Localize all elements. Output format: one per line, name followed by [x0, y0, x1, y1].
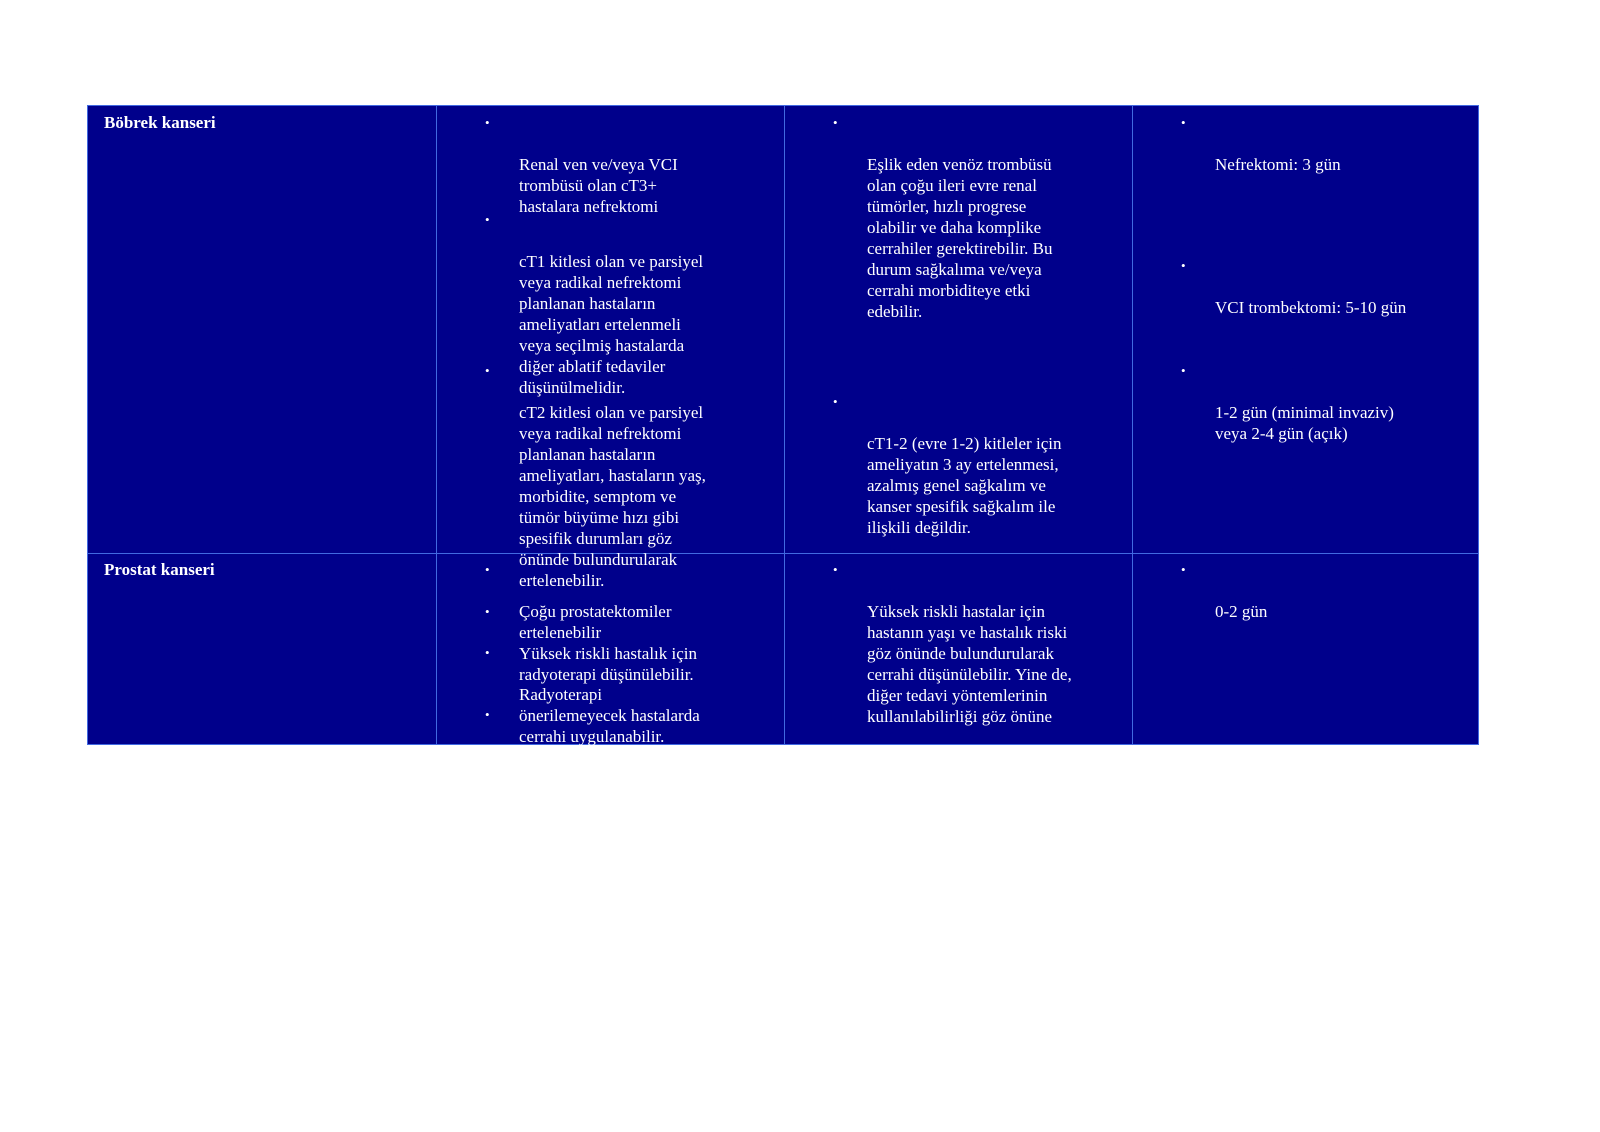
bullet-icon: • [485, 645, 490, 660]
list-item-text: cT1 kitlesi olan ve parsiyel veya radikal nefrektomi planlanan hastaların ameliyatları ertelenmeli veya seçilmiş hastalarda diğer ablatif tedaviler düşünülmelidir. [519, 252, 704, 397]
table-cell-rationale [784, 553, 1132, 744]
table-cell-label [88, 106, 436, 553]
list-item-text: Çoğu prostatektomiler ertelenebilir [519, 602, 672, 642]
list-item-text: Nefrektomi: 3 gün [1215, 155, 1341, 174]
table-cell-duration [1132, 106, 1478, 553]
list-item-text: VCI trombektomi: 5-10 gün [1215, 298, 1407, 317]
bullet-icon: • [485, 212, 490, 227]
bullet-icon: • [485, 562, 490, 577]
list-item-text: 0-2 gün [1215, 602, 1268, 621]
table-row-prostat [88, 553, 1478, 787]
bullet-icon: • [485, 115, 490, 130]
bullet-icon: • [485, 707, 490, 722]
list-item-text: cT1-2 (evre 1-2) kitleler için ameliyatın 3 ay ertelenmesi, azalmış genel sağkalım ve kanser spesifik sağkalım ile ilişkili değildir. [867, 434, 1062, 537]
bullet-icon: • [1181, 258, 1186, 273]
bullet-icon: • [1181, 562, 1186, 577]
list-item [833, 559, 1072, 727]
bullet-icon: • [833, 394, 838, 409]
bullet-icon: • [1181, 363, 1186, 378]
list-item [1181, 255, 1406, 318]
table-cell-recommendation [436, 553, 784, 787]
table-cell-recommendation [436, 106, 784, 590]
bullet-icon: • [833, 115, 838, 130]
list-item-text: Yüksek riskli hastalar için hastanın yaşı ve hastalık riski göz önünde bulundurularak cerrahi düşünülebilir. Yine de, diğer tedavi yöntemlerinin kullanılabilirliği göz önüne [867, 602, 1072, 726]
list-item-text: 1-2 gün (minimal invaziv) veya 2-4 gün (açık) [1215, 403, 1394, 443]
row-label: Böbrek kanseri [104, 113, 216, 132]
list-item-text: Renal ven ve/veya VCI trombüsü olan cT3+ hastalara nefrektomi [519, 155, 678, 216]
table-cell-duration [1132, 553, 1478, 744]
list-item-text: Düşük ve orta riskli hastalar ile seçilmiş [519, 747, 732, 787]
list-item-text: cT2 kitlesi olan ve parsiyel veya radikal nefrektomi planlanan hastaların ameliyatları, hastaların yaş, morbidite, semptom ve tümör büyüme hızı gibi spesifik durumları göz önünde bulundurularak ertelenebilir. [519, 403, 706, 590]
cancer-surgery-table [87, 105, 1479, 787]
list-item-text: Yüksek riskli hastalık için radyoterapi düşünülebilir. [519, 644, 698, 684]
bullet-icon: • [833, 562, 838, 577]
list-item [1181, 360, 1394, 444]
bullet-icon: • [485, 363, 490, 378]
list-item-text: Eşlik eden venöz trombüsü olan çoğu ileri evre renal tümörler, hızlı progrese olabilir ve daha komplike cerrahiler gerektirebilir. Bu durum sağkalıma ve/veya cerrahi morbiditeye etki edebilir. [867, 155, 1053, 321]
list-item [833, 112, 1053, 322]
list-item [485, 112, 678, 217]
list-item-text: Radyoterapi önerilemeyecek hastalarda cerrahi uygulanabilir. [519, 685, 700, 746]
row-label: Prostat kanseri [104, 560, 215, 579]
list-item [485, 704, 732, 788]
list-item [1181, 559, 1267, 622]
table-cell-label [88, 553, 436, 744]
list-item [833, 391, 1061, 538]
table-cell-rationale [784, 106, 1132, 553]
bullet-icon: • [1181, 115, 1186, 130]
list-item [1181, 112, 1341, 175]
bullet-icon: • [485, 604, 490, 619]
